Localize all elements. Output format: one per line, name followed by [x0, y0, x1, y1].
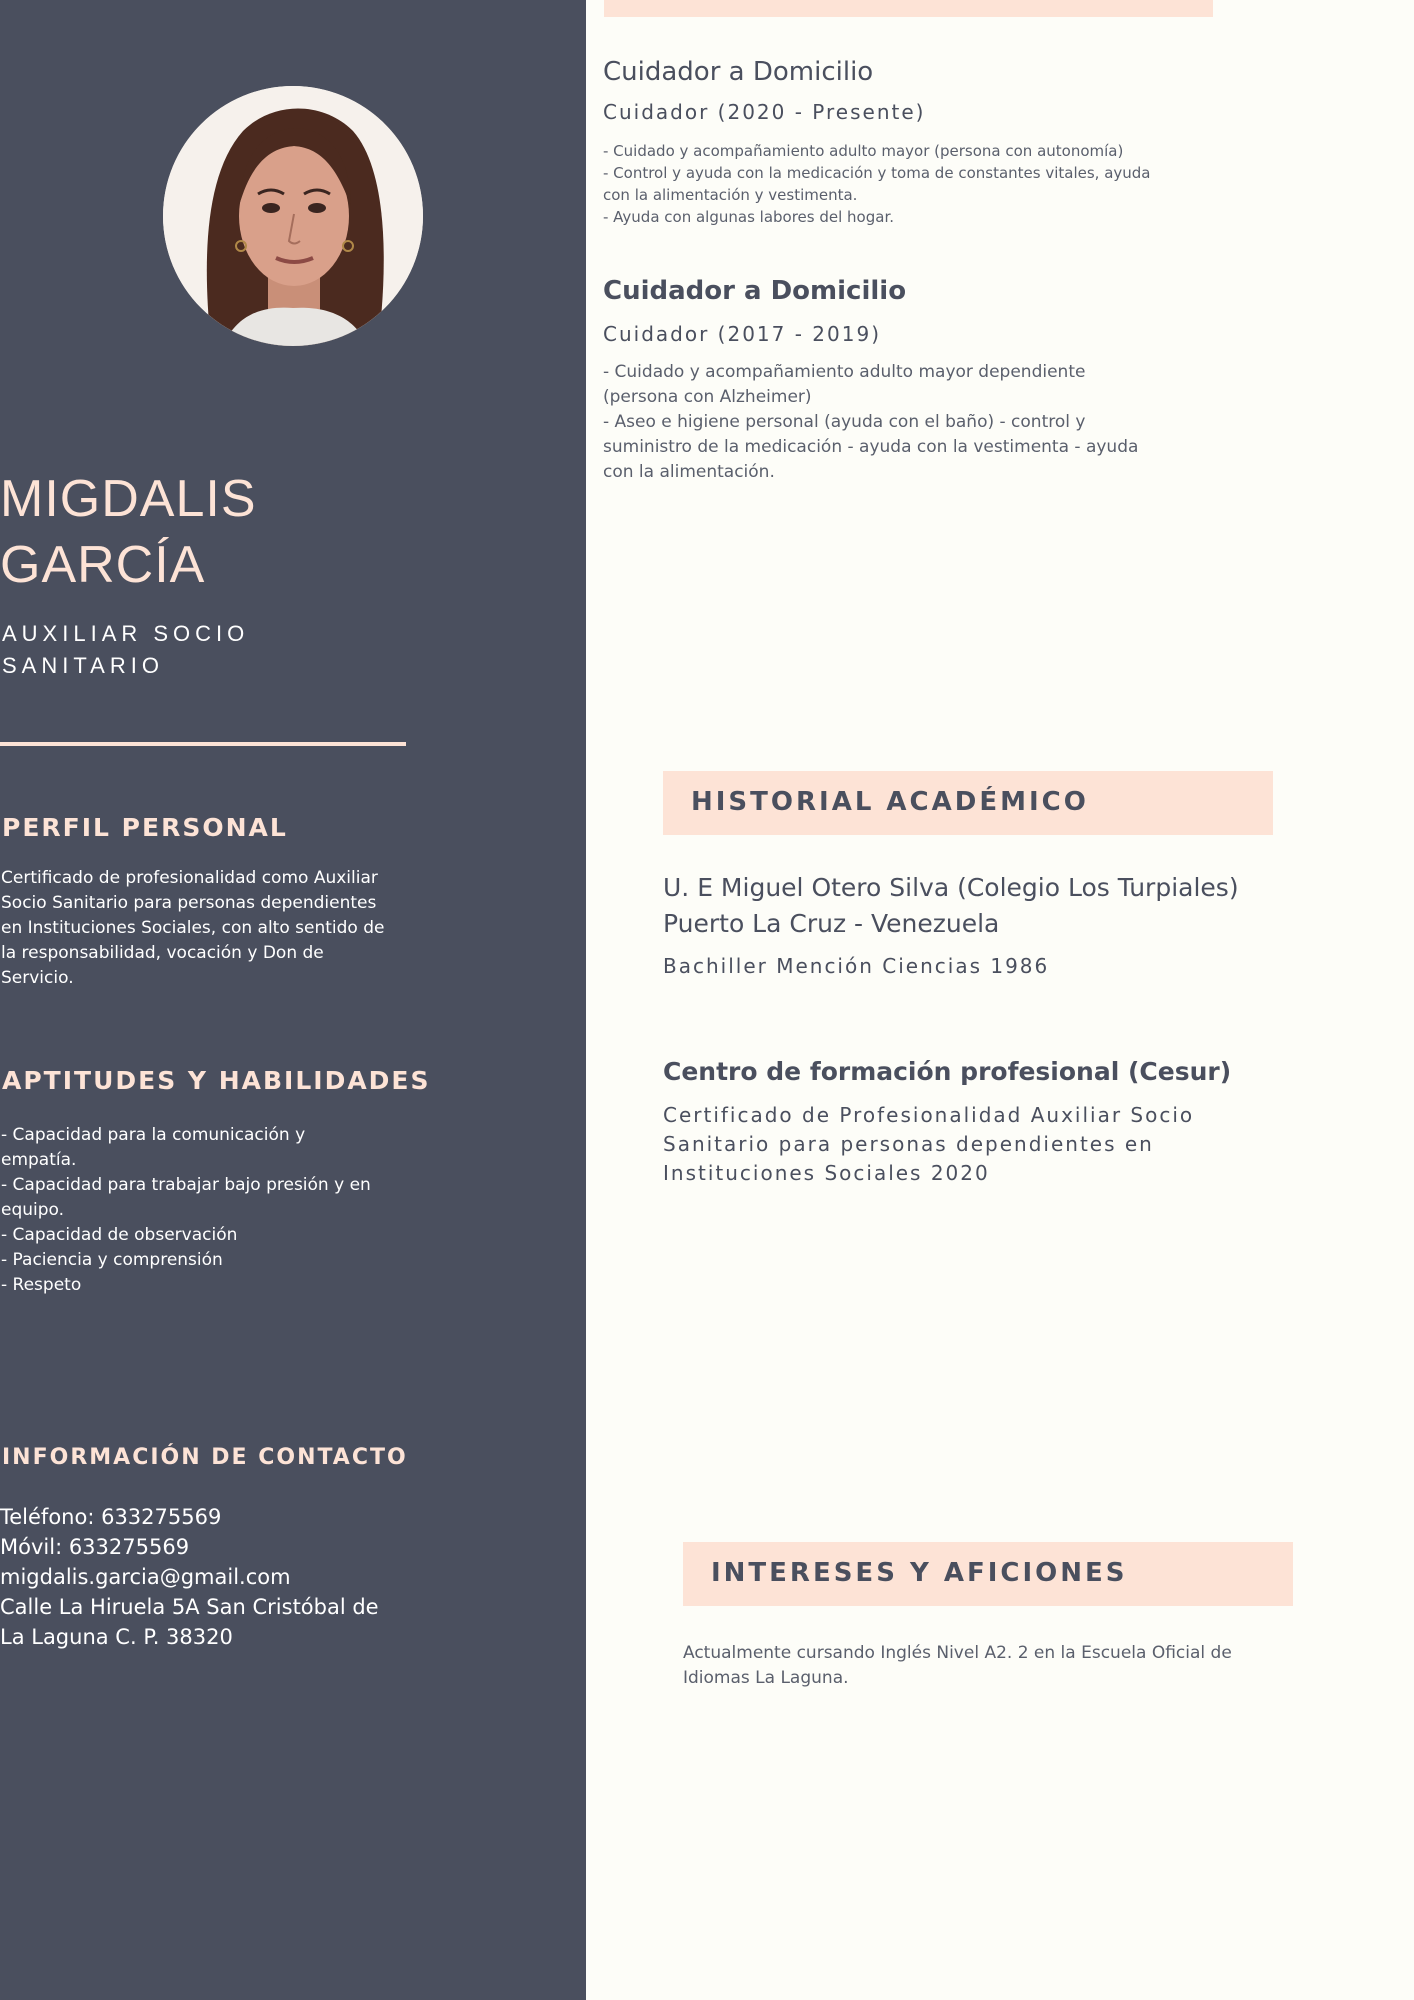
aptitudes-heading: APTITUDES Y HABILIDADES: [2, 1066, 431, 1095]
job-2-title: Cuidador a Domicilio: [603, 276, 907, 306]
job-1-subtitle: Cuidador (2020 - Presente): [603, 100, 926, 124]
sidebar-divider: [0, 742, 406, 746]
contact-info: [0, 1502, 420, 1652]
education-school-line-1: U. E Miguel Otero Silva (Colegio Los Turpiales): [663, 873, 1239, 902]
contact-phone: Teléfono: 633275569: [0, 1505, 222, 1529]
role-line-2: SANITARIO: [2, 653, 164, 678]
contact-address-2: La Laguna C. P. 38320: [0, 1625, 233, 1649]
education-school-line-2: Puerto La Cruz - Venezuela: [663, 909, 1000, 938]
education-center-degree-2: Sanitario para personas dependientes en: [663, 1132, 1154, 1156]
education-school-degree: Bachiller Mención Ciencias 1986: [663, 954, 1050, 978]
education-center-degree-1: Certificado de Profesionalidad Auxiliar Socio: [663, 1103, 1195, 1127]
aptitudes-text: - Capacidad para la comunicación y empatía. - Capacidad para trabajar bajo presión y en equipo. - Capacidad de observación - Paciencia y comprensión - Respeto: [1, 1125, 371, 1295]
contact-email[interactable]: migdalis.garcia@gmail.com: [0, 1565, 291, 1589]
education-heading: HISTORIAL ACADÉMICO: [691, 787, 1089, 817]
contact-heading: INFORMACIÓN DE CONTACTO: [2, 1445, 408, 1470]
job-2-description: - Cuidado y acompañamiento adulto mayor dependiente (persona con Alzheimer) - Aseo e higiene personal (ayuda con el baño) - control y suministro de la medicación - ayuda con la vestimenta - ayuda con la alimentación.: [603, 362, 1139, 482]
job-2-subtitle: Cuidador (2017 - 2019): [603, 322, 881, 346]
job-1-description: - Cuidado y acompañamiento adulto mayor (persona con autonomía) - Control y ayuda con la medicación y toma de constantes vitales, ayuda con la alimentación y vestimenta. - Ayuda con algunas labores del hogar.: [603, 142, 1151, 226]
candidate-name: [0, 466, 520, 598]
name-last: GARCÍA: [0, 536, 206, 594]
candidate-role: [2, 618, 382, 682]
education-school: [663, 870, 1303, 942]
perfil-heading: PERFIL PERSONAL: [2, 813, 288, 842]
perfil-text: Certificado de profesionalidad como Auxiliar Socio Sanitario para personas dependientes en Instituciones Sociales, con alto sentido de la responsabilidad, vocación y Don de Servicio.: [1, 868, 385, 988]
job-1-title: Cuidador a Domicilio: [603, 57, 874, 87]
education-section-header: [663, 771, 1273, 835]
contact-mobile: Móvil: 633275569: [0, 1535, 190, 1559]
experience-header-bar: [604, 0, 1213, 17]
name-first: MIGDALIS: [0, 470, 257, 528]
interests-text: Actualmente cursando Inglés Nivel A2. 2 en la Escuela Oficial de Idiomas La Laguna.: [683, 1643, 1232, 1688]
education-center-degree-3: Instituciones Sociales 2020: [663, 1161, 990, 1185]
contact-address-1: Calle La Hiruela 5A San Cristóbal de: [0, 1595, 379, 1619]
role-line-1: AUXILIAR SOCIO: [2, 621, 250, 646]
education-center: Centro de formación profesional (Cesur): [663, 1057, 1232, 1086]
interests-section-header: [683, 1542, 1293, 1606]
interests-heading: INTERESES Y AFICIONES: [711, 1558, 1128, 1588]
education-center-degree: [663, 1101, 1194, 1188]
profile-photo: [163, 86, 423, 346]
